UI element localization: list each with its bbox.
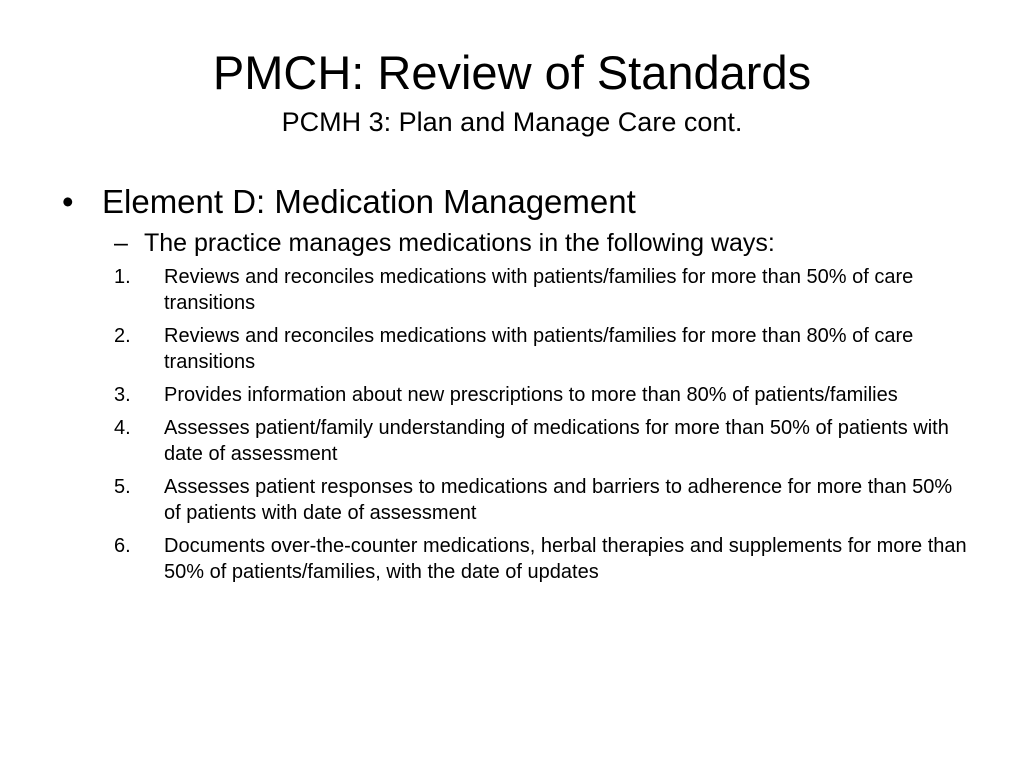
list-item-number: 5. [114,476,131,498]
list-item [60,264,980,316]
list-item-text: Assesses patient responses to medications and barriers to adherence for more than 50% of patients with date of assessment [164,476,953,524]
list-item-text: Reviews and reconciles medications with patients/families for more than 50% of care transitions [164,266,914,314]
list-item [60,382,980,408]
element-heading-row [60,180,980,224]
medication-list [60,264,980,585]
slide-content [60,180,980,592]
dash-icon: – [114,229,128,257]
list-item [60,474,980,526]
list-item-number: 2. [114,325,131,347]
element-heading: Element D: Medication Management [102,183,636,220]
subheading: The practice manages medications in the following ways: [144,229,775,257]
list-item [60,323,980,375]
list-item-number: 4. [114,417,131,439]
list-item-text: Assesses patient/family understanding of medications for more than 50% of patients with date of assessment [164,417,949,465]
list-item-number: 6. [114,535,131,557]
bullet-icon: • [62,183,74,220]
list-item-text: Documents over-the-counter medications, herbal therapies and supplements for more than 50% of patients/families, with the date of updates [164,535,967,583]
list-item-text: Reviews and reconciles medications with patients/families for more than 80% of care transitions [164,325,914,373]
subheading-row [114,226,980,260]
list-item-text: Provides information about new prescriptions to more than 80% of patients/families [164,384,898,406]
list-item [60,415,980,467]
list-item [60,533,980,585]
list-item-number: 1. [114,266,131,288]
title-block [60,44,964,140]
slide-title: PMCH: Review of Standards [212,46,812,99]
slide-subtitle: PCMH 3: Plan and Manage Care cont. [281,107,743,137]
list-item-number: 3. [114,384,131,406]
